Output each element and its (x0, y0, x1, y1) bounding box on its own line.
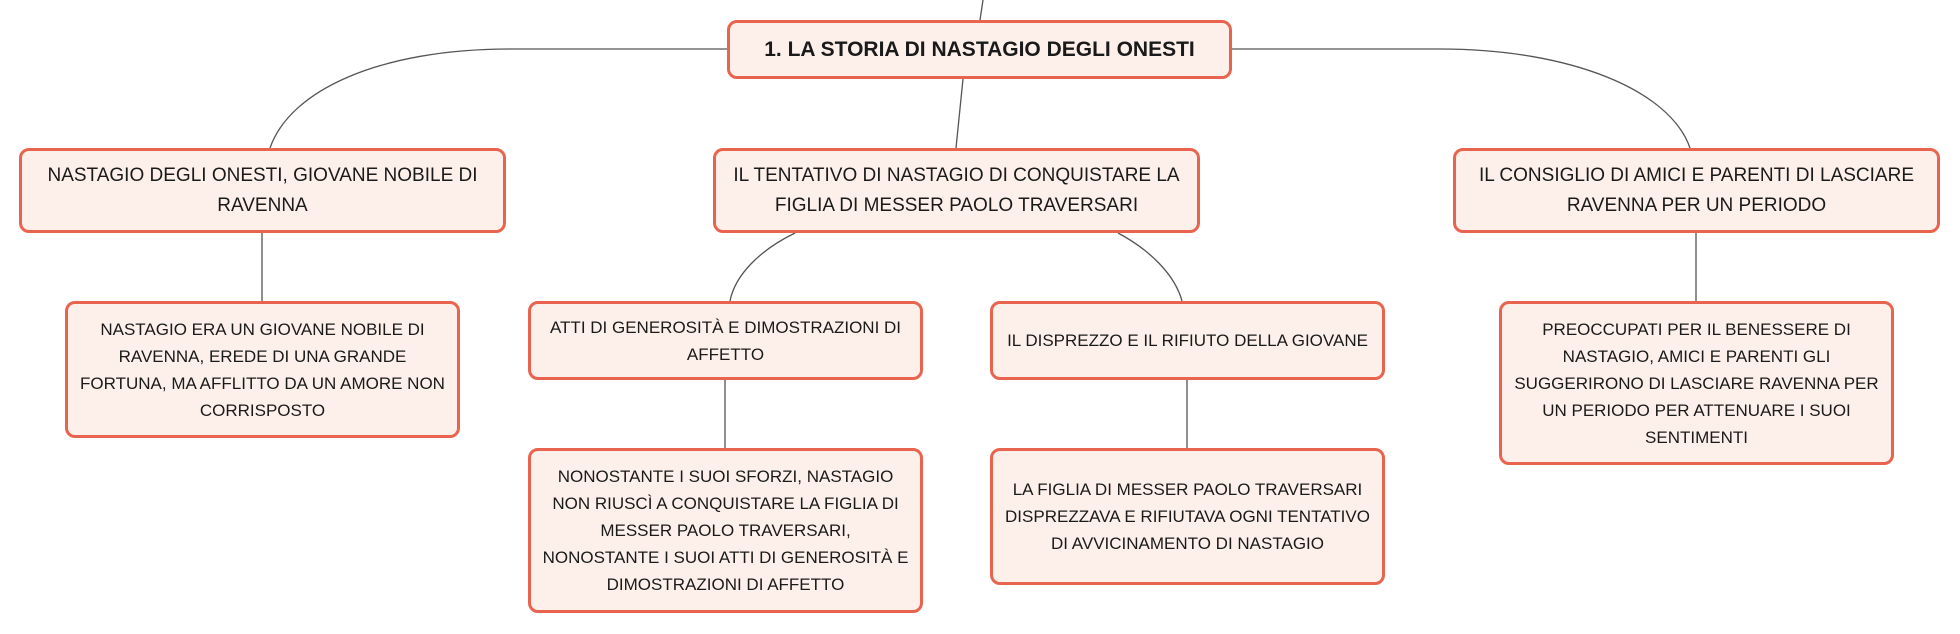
detail-node-branch-1[interactable] (65, 301, 460, 438)
sub-branch-node-b-label: IL DISPREZZO E IL RIFIUTO DELLA GIOVANE (1007, 331, 1368, 350)
connector-root-to-branch-2 (956, 79, 963, 148)
branch-node-1-label: NASTAGIO DEGLI ONESTI, GIOVANE NOBILE DI RAVENNA (47, 164, 478, 216)
connector-branch-2-to-sub-a (730, 233, 795, 301)
connector-root-to-branch-1 (270, 49, 727, 148)
sub-branch-node-a-label: ATTI DI GENEROSITÀ E DIMOSTRAZIONI DI AFFETTO (549, 317, 902, 364)
connector-root-to-branch-3 (1232, 49, 1690, 148)
root-node[interactable] (727, 20, 1232, 79)
branch-node-3[interactable] (1453, 148, 1940, 233)
sub-branch-node-a[interactable] (528, 301, 923, 380)
detail-node-sub-a[interactable] (528, 448, 923, 613)
detail-node-branch-3[interactable] (1499, 301, 1894, 465)
detail-node-sub-b-label: LA FIGLIA DI MESSER PAOLO TRAVERSARI DISPREZZAVA E RIFIUTAVA OGNI TENTATIVO DI AVVICINAMENTO DI NASTAGIO (1005, 480, 1370, 553)
detail-node-sub-b[interactable] (990, 448, 1385, 585)
detail-node-branch-1-label: NASTAGIO ERA UN GIOVANE NOBILE DI RAVENNA, EREDE DI UNA GRANDE FORTUNA, MA AFFLITTO DA UN AMORE NON CORRISPOSTO (80, 319, 445, 420)
detail-node-sub-a-label: NONOSTANTE I SUOI SFORZI, NASTAGIO NON RIUSCÌ A CONQUISTARE LA FIGLIA DI MESSER PAOLO TRAVERSARI, NONOSTANTE I SUOI ATTI DI GENEROSITÀ E DIMOSTRAZIONI DI AFFETTO (542, 467, 909, 594)
connector-parent-to-root (980, 0, 983, 20)
detail-node-branch-3-label: PREOCCUPATI PER IL BENESSERE DI NASTAGIO, AMICI E PARENTI GLI SUGGERIRONO DI LASCIARE RAVENNA PER UN PERIODO PER ATTENUARE I SUOI SENTIMENTI (1514, 319, 1879, 447)
branch-node-2[interactable] (713, 148, 1200, 233)
sub-branch-node-b[interactable] (990, 301, 1385, 380)
branch-node-3-label: IL CONSIGLIO DI AMICI E PARENTI DI LASCIARE RAVENNA PER UN PERIODO (1479, 164, 1914, 216)
branch-node-2-label: IL TENTATIVO DI NASTAGIO DI CONQUISTARE LA FIGLIA DI MESSER PAOLO TRAVERSARI (733, 164, 1180, 216)
branch-node-1[interactable] (19, 148, 506, 233)
connector-branch-2-to-sub-b (1118, 233, 1182, 301)
root-node-label: 1. LA STORIA DI NASTAGIO DEGLI ONESTI (764, 37, 1195, 61)
